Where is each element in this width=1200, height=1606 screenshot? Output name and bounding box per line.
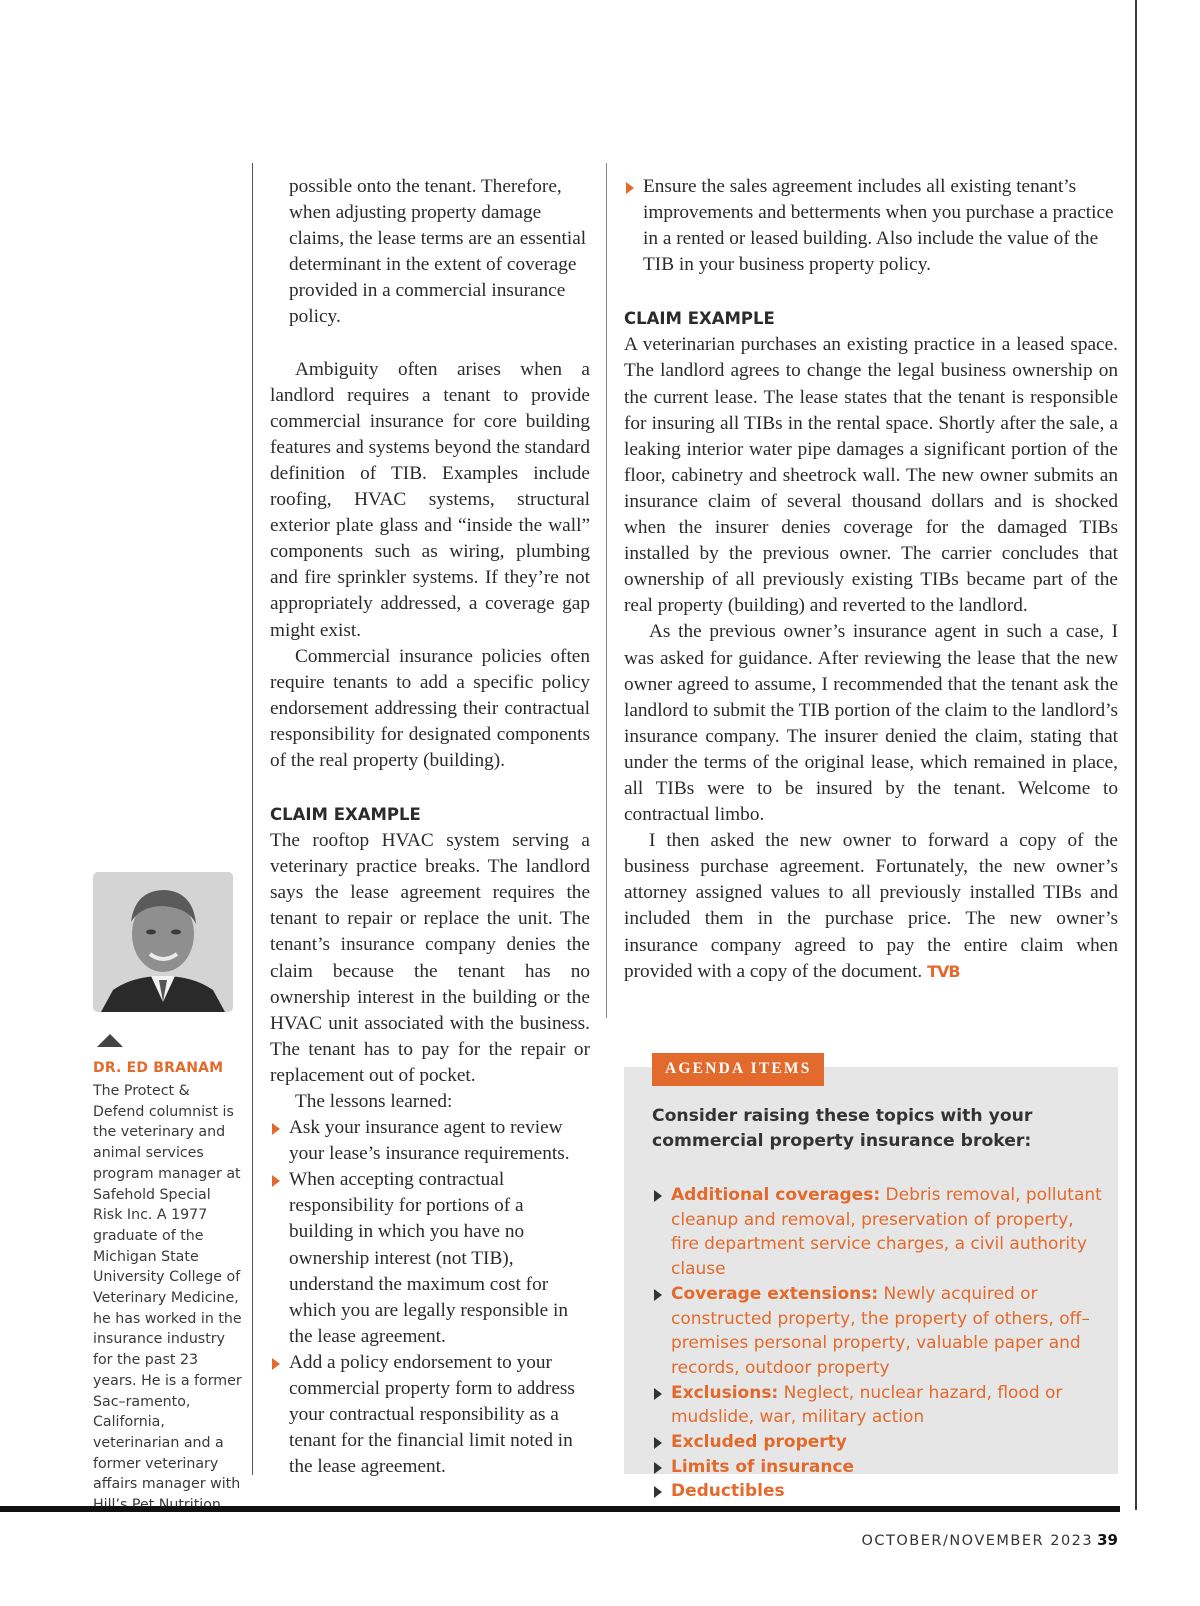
lessons-list-continued	[624, 174, 1118, 278]
agenda-item-title: Limits of insurance	[671, 1456, 855, 1477]
author-portrait-image	[93, 872, 233, 1012]
paragraph: The rooftop HVAC system serving a veterinary practice breaks. The landlord says the lease agreement requires the tenant to repair or replace the unit. The tenant’s insurance company denies the claim because the tenant has no ownership interest in the building or the HVAC unit associated with the business. The tenant has to pay for the repair or replacement out of pocket.	[270, 830, 590, 1086]
list-item: Ask your insurance agent to review your lease’s insurance requirements.	[270, 1115, 590, 1167]
page-footer	[861, 1531, 1118, 1549]
agenda-label: AGENDA ITEMS	[652, 1053, 824, 1086]
paragraph: As the previous owner’s insurance agent in such a case, I was asked for guidance. After reviewing the lease that the new owner agreed to assume, I recommended that the tenant ask the landlord to submit the TIB portion of the claim to the landlord’s insurance company. The insurer denied the claim, stating that under the terms of the original lease, which remained in place, all TIBs were to be insured by the tenant. Welcome to contractual limbo.	[624, 621, 1118, 826]
article-column-2	[624, 174, 1118, 985]
agenda-item-title: Coverage extensions:	[671, 1283, 879, 1304]
author-photo	[93, 872, 233, 1012]
agenda-item-title: Excluded property	[671, 1432, 847, 1453]
agenda-item	[652, 1381, 1102, 1430]
section-heading: CLAIM EXAMPLE	[270, 805, 421, 825]
agenda-item	[652, 1430, 1102, 1455]
agenda-item	[652, 1455, 1102, 1480]
lessons-list	[270, 1115, 590, 1480]
section-heading: CLAIM EXAMPLE	[624, 309, 775, 329]
column-divider	[606, 163, 607, 1018]
agenda-item	[652, 1282, 1102, 1381]
intro-paragraph: possible onto the tenant. Therefore, when adjusting property damage claims, the lease terms are an essential determinant in the extent of coverage provided in a commercial insurance policy.	[289, 176, 587, 328]
paragraph: Commercial insurance policies often require tenants to add a specific policy endorsement addressing their contractual responsibility for designated components of the real property (building).	[270, 645, 590, 771]
agenda-sidebar-box	[624, 1060, 1118, 1502]
list-item: When accepting contractual responsibility for portions of a building in which you have no ownership interest (not TIB), understand the maximum cost for which you are legally responsible in the lease agreement.	[270, 1167, 590, 1350]
footer-rule	[0, 1506, 1120, 1512]
agenda-list	[652, 1183, 1102, 1504]
agenda-intro: Consider raising these topics with your commercial property insurance broker:	[652, 1106, 1033, 1151]
end-mark-logo: TVB	[927, 961, 960, 981]
agenda-item-text: Neglect, nuclear hazard, flood or mudslide, war, military action	[671, 1382, 1063, 1428]
lessons-intro: The lessons learned:	[295, 1091, 453, 1112]
page-number: 39	[1097, 1531, 1118, 1549]
author-bio: The Protect & Defend columnist is the veterinary and animal services program manager at Safehold Special Risk Inc. A 1977 graduate of the Michigan State University College of Veterinary Medicine, he has worked in the insurance industry for the past 23 years. He is a former Sac–ramento, California, veterinarian and a former veterinary affairs manager with	[93, 1083, 242, 1493]
agenda-item-title: Exclusions:	[671, 1382, 779, 1403]
paragraph	[624, 828, 1118, 985]
agenda-item-text: Newly acquired or constructed property, the property of others, off–premises personal property, valuable paper and records, outdoor property	[671, 1283, 1090, 1378]
agenda-item-title: Deductibles	[671, 1481, 785, 1502]
issue-date: OCTOBER/NOVEMBER 2023	[861, 1533, 1094, 1549]
agenda-item-text: Debris removal, pollutant cleanup and removal, preservation of property, fire department service charges, a civil authority clause	[671, 1185, 1102, 1280]
paragraph-text: I then asked the new owner to forward a copy of the business purchase agreement. Fortunately, the new owner’s attorney assigned values to all previously installed TIBs and included them in the purchase price. The new owner’s insurance company agreed to pay the entire claim when provided with a copy of the document.	[624, 830, 1118, 982]
agenda-item-title: Additional coverages:	[671, 1185, 881, 1205]
list-item: Ensure the sales agreement includes all existing tenant’s improvements and betterments when you purchase a practice in a rented or leased building. Also include the value of the TIB in your business property policy.	[624, 174, 1118, 278]
sidebar-divider	[252, 163, 253, 1475]
caption-pointer-icon	[97, 1034, 123, 1047]
agenda-item	[652, 1479, 1102, 1504]
paragraph: Ambiguity often arises when a landlord requires a tenant to provide commercial insurance for core building features and systems beyond the standard definition of TIB. Examples include roofing, HVAC systems, structural exterior plate glass and “inside the wall” components such as wiring, plumbing and fire sprinkler systems. If they’re not appropriately addressed, a coverage gap might exist.	[270, 358, 590, 641]
list-item: Add a policy endorsement to your commercial property form to address your contractual responsibility as a tenant for the financial limit noted in the lease agreement.	[270, 1350, 590, 1480]
article-column-1	[270, 174, 590, 1480]
paragraph: A veterinarian purchases an existing practice in a leased space. The landlord agrees to change the legal business ownership on the current lease. The lease states that the tenant is responsible for insuring all TIBs in the rental space. Shortly after the sale, a leaking interior water pipe damages a significant portion of the floor, cabinetry and sheetrock wall. The new owner submits an insurance claim of several thousand dollars and is shocked when the insurer denies coverage for the damaged TIBs installed by the previous owner. The carrier concludes that ownership of all previously existing TIBs became part of the real property (building) and reverted to the landlord.	[624, 334, 1118, 617]
page-edge-rule	[1135, 0, 1137, 1510]
author-name: DR. ED BRANAM	[93, 1060, 224, 1076]
agenda-item	[652, 1183, 1102, 1282]
